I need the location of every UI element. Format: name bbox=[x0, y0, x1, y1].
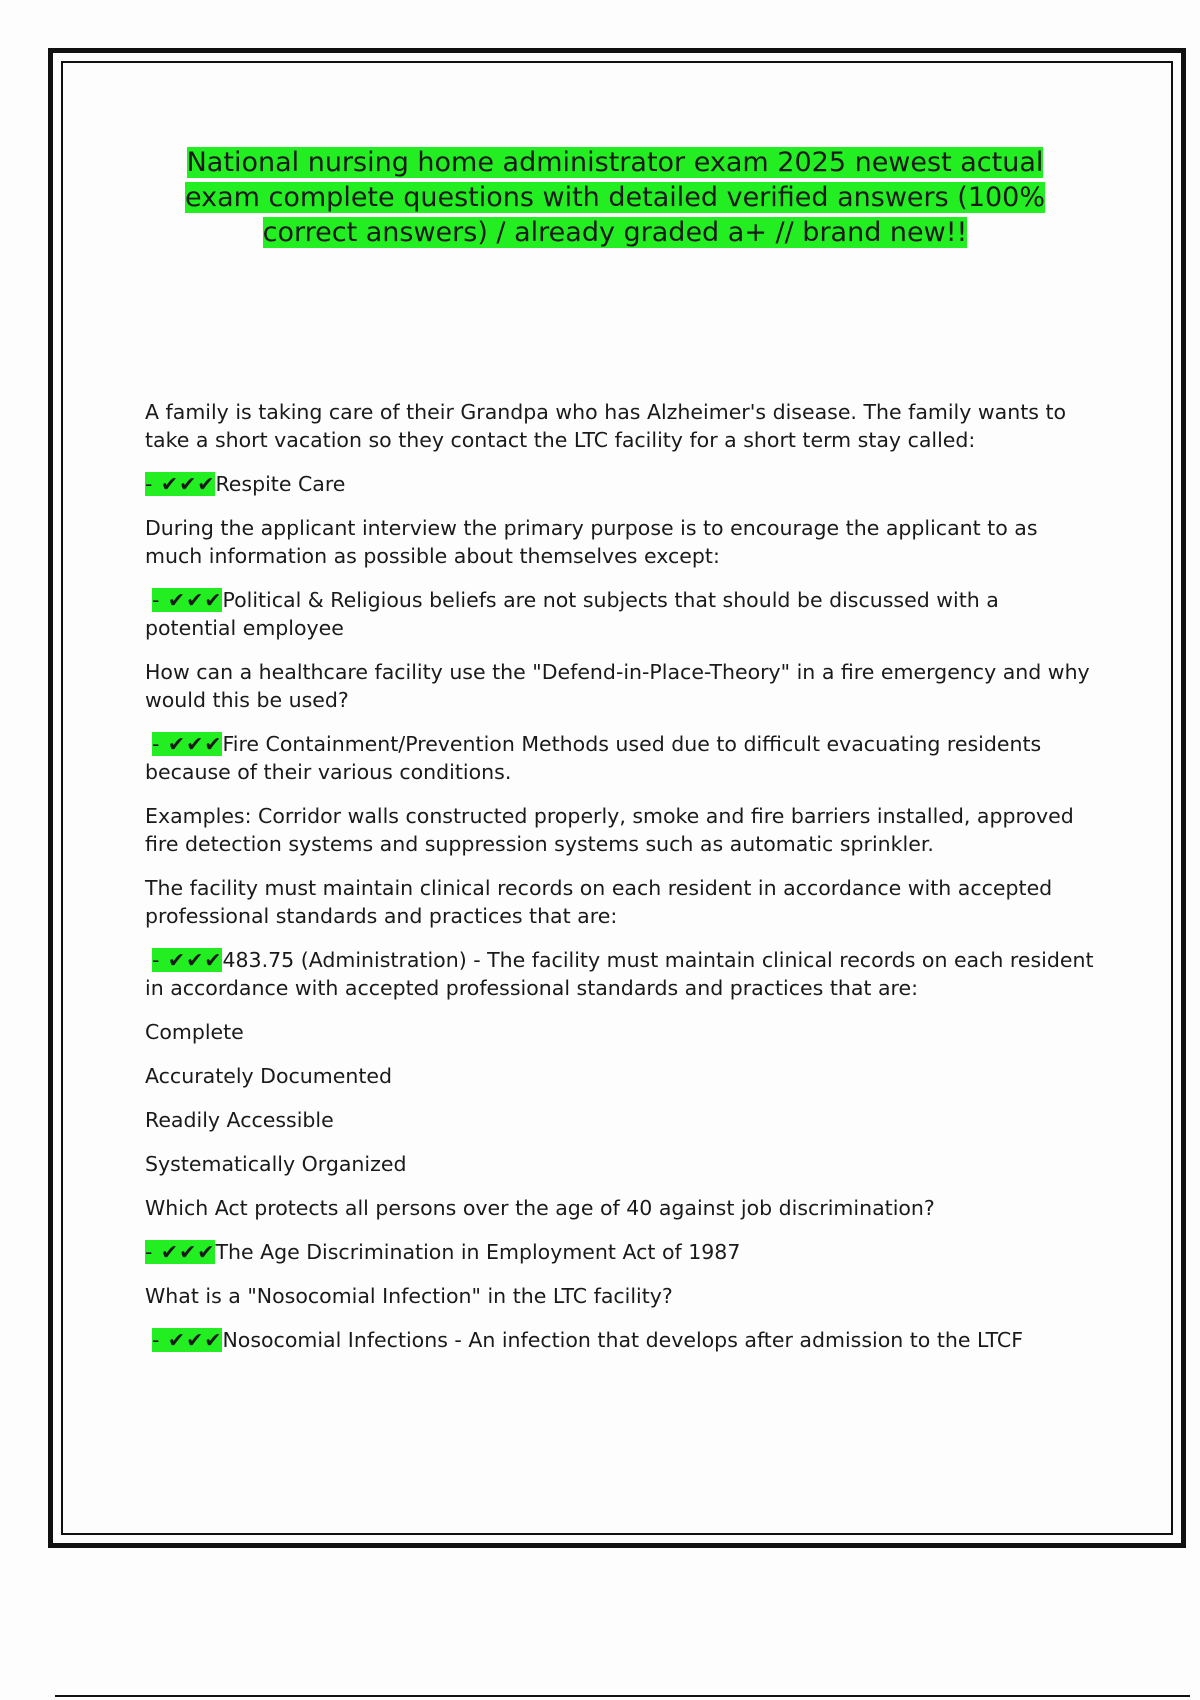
question-text: Which Act protects all persons over the age of 40 against job discrimination? bbox=[145, 1196, 935, 1220]
list-item: Complete bbox=[145, 1020, 244, 1044]
question-text: How can a healthcare facility use the "Defend-in-Place-Theory" in a fire emergency and why would this be used? bbox=[145, 660, 1090, 712]
body-text: Examples: Corridor walls constructed properly, smoke and fire barriers installed, approved fire detection systems and suppression systems such as automatic sprinkler. bbox=[145, 804, 1074, 856]
checkmark-answer-marker: - ✔✔✔ bbox=[152, 588, 223, 612]
checkmark-answer-marker: - ✔✔✔ bbox=[152, 948, 223, 972]
answer-text bbox=[145, 1326, 1095, 1354]
answer-text bbox=[145, 470, 1095, 498]
answer-text bbox=[145, 586, 1095, 642]
answer-body: Respite Care bbox=[215, 472, 346, 496]
answer-body: 483.75 (Administration) - The facility must maintain clinical records on each resident in accordance with accepted professional standards and practices that are: bbox=[145, 948, 1094, 1000]
document-title bbox=[150, 145, 1080, 250]
qa-content bbox=[145, 398, 1095, 1370]
list-item: Accurately Documented bbox=[145, 1064, 393, 1088]
answer-text bbox=[145, 946, 1095, 1002]
document-title-text: National nursing home administrator exam 2025 newest actual exam complete questions with detailed verified answers (100% correct answers) / already graded a+ // brand new!! bbox=[184, 147, 1046, 248]
list-item: Systematically Organized bbox=[145, 1152, 407, 1176]
checkmark-answer-marker: - ✔✔✔ bbox=[145, 1240, 216, 1264]
list-item: Readily Accessible bbox=[145, 1108, 334, 1132]
answer-body: Political & Religious beliefs are not subjects that should be discussed with a potential employee bbox=[145, 588, 999, 640]
answer-text bbox=[145, 730, 1095, 786]
answer-body: Nosocomial Infections - An infection that develops after admission to the LTCF bbox=[222, 1328, 1024, 1352]
question-text: What is a "Nosocomial Infection" in the LTC facility? bbox=[145, 1284, 673, 1308]
checkmark-answer-marker: - ✔✔✔ bbox=[152, 732, 223, 756]
answer-body: Fire Containment/Prevention Methods used due to difficult evacuating residents because of their various conditions. bbox=[145, 732, 1042, 784]
answer-text bbox=[145, 1238, 1095, 1266]
question-text: A family is taking care of their Grandpa who has Alzheimer's disease. The family wants to take a short vacation so they contact the LTC facility for a short term stay called: bbox=[145, 400, 1067, 452]
page-divider bbox=[55, 1695, 1190, 1697]
question-text: The facility must maintain clinical records on each resident in accordance with accepted professional standards and practices that are: bbox=[145, 876, 1053, 928]
question-text: During the applicant interview the primary purpose is to encourage the applicant to as much information as possible about themselves except: bbox=[145, 516, 1038, 568]
checkmark-answer-marker: - ✔✔✔ bbox=[145, 472, 216, 496]
answer-body: The Age Discrimination in Employment Act of 1987 bbox=[215, 1240, 741, 1264]
checkmark-answer-marker: - ✔✔✔ bbox=[152, 1328, 223, 1352]
